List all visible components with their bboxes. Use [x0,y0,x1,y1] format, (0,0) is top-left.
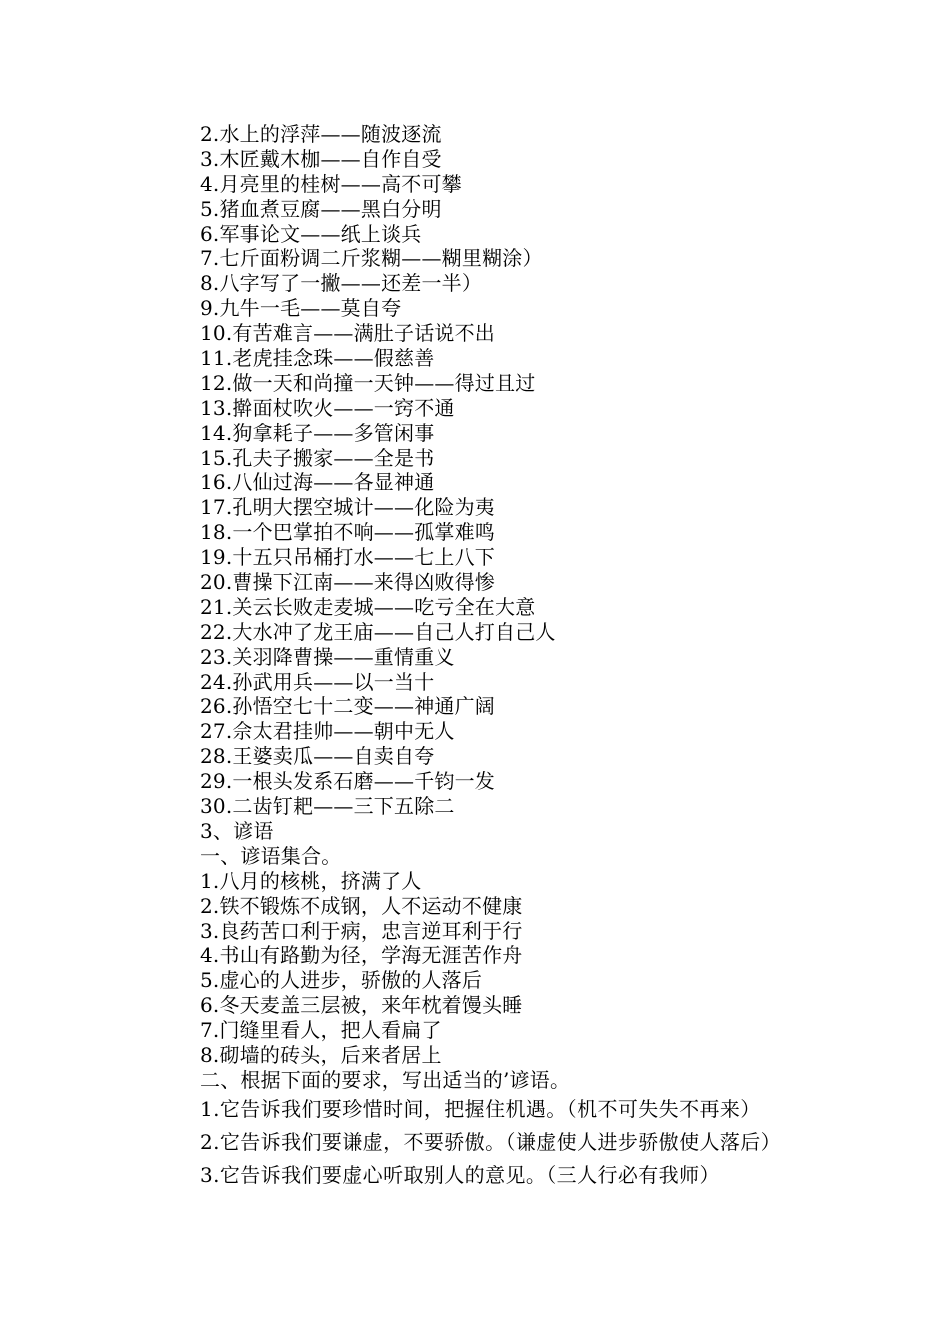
text-line: 26.孙悟空七十二变——神通广阔 [200,694,496,719]
text-line: 22.大水冲了龙王庙——自己人打自己人 [200,619,556,644]
text-line: 16.八仙过海——各显神通 [200,470,435,495]
text-line: 4.月亮里的桂树——高不可攀 [200,171,462,196]
text-line: 21.关云长败走麦城——吃亏全在大意 [200,594,536,619]
text-line: 12.做一天和尚撞一天钟——得过且过 [200,370,536,395]
text-line: 17.孔明大摆空城计——化险为夷 [200,495,496,520]
text-line: 5.虚心的人进步，骄傲的人落后 [200,968,483,993]
text-line: 2.铁不锻炼不成钢，人不运动不健康 [200,893,523,918]
subsection-heading: 二、根据下面的要求，写出适当的’谚语。 [200,1067,571,1092]
question-paragraph: 3.它告诉我们要虚心听取别人的意见。（三人行必有我师） [200,1162,720,1187]
text-line: 30.二齿钉耙——三下五除二 [200,794,455,819]
text-line: 6.军事论文——纸上谈兵 [200,221,422,246]
text-line: 23.关羽降曹操——重情重义 [200,644,455,669]
subsection-heading: 一、谚语集合。 [200,843,342,868]
text-line: 2.水上的浮萍——随波逐流 [200,122,442,146]
text-line: 29.一根头发系石磨——千钧一发 [200,769,496,794]
text-line: 1.八月的核桃，挤满了人 [200,868,422,893]
text-line: 7.七斤面粉调二斤浆糊——糊里糊涂） [200,246,543,271]
text-line: 11.老虎挂念珠——假慈善 [200,346,435,371]
text-line: 3.木匠戴木枷——自作自受 [200,146,442,171]
question-paragraph: 1.它告诉我们要珍惜时间，把握住机遇。（机不可失失不再来） [200,1096,761,1121]
text-line: 3.良药苦口利于病，忠言逆耳利于行 [200,918,523,943]
text-line: 14.狗拿耗子——多管闲事 [200,420,435,445]
text-line: 28.王婆卖瓜——自卖自夸 [200,744,435,769]
document-body [0,122,950,1192]
text-line: 7.门缝里看人，把人看扁了 [200,1018,442,1043]
text-line: 15.孔夫子搬家——全是书 [200,445,435,470]
text-line: 6.冬天麦盖三层被，来年枕着馒头睡 [200,993,523,1018]
question-paragraph: 2.它告诉我们要谦虚，不要骄傲。（谦虚使人进步骄傲使人落后） [200,1129,782,1154]
text-line: 9.九牛一毛——莫自夸 [200,296,402,321]
text-line: 10.有苦难言——满肚子话说不出 [200,321,496,346]
text-line: 18.一个巴掌拍不响——孤掌难鸣 [200,520,496,545]
text-line: 8.砌墙的砖头，后来者居上 [200,1042,442,1067]
text-line: 5.猪血煮豆腐——黑白分明 [200,196,442,221]
text-line: 24.孙武用兵——以一当十 [200,669,435,694]
text-line: 19.十五只吊桶打水——七上八下 [200,545,496,570]
section-heading: 3、谚语 [200,818,274,843]
text-line: 8.八字写了一撇——还差一半） [200,271,483,296]
text-line: 27.佘太君挂帅——朝中无人 [200,719,455,744]
text-line: 4.书山有路勤为径，学海无涯苦作舟 [200,943,523,968]
text-line: 13.擀面杖吹火——一窍不通 [200,395,455,420]
text-line: 20.曹操下江南——来得凶败得惨 [200,570,496,595]
